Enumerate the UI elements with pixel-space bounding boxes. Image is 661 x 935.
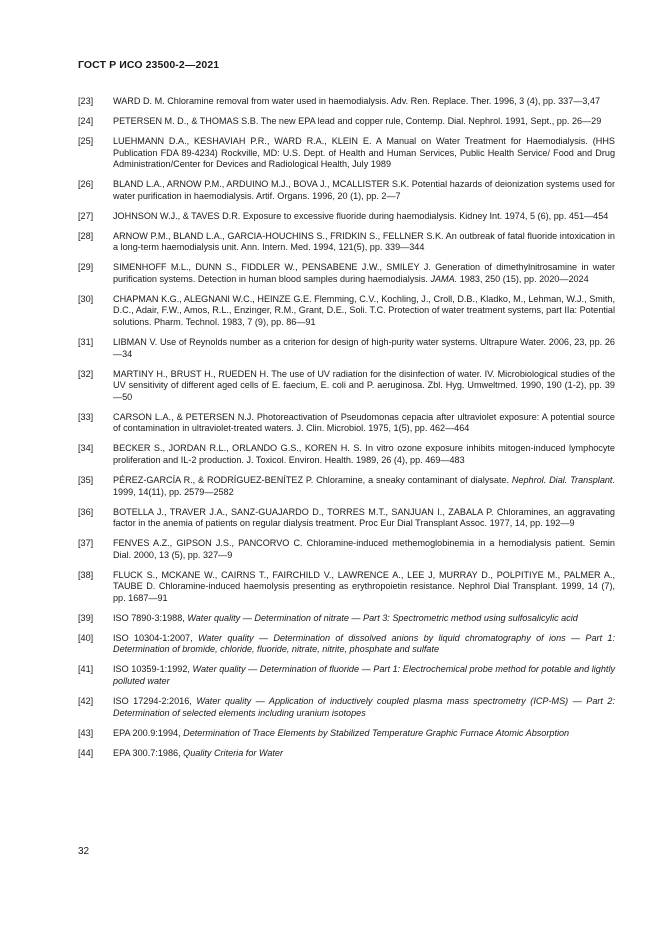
reference-text bbox=[113, 613, 615, 625]
reference-text bbox=[113, 369, 615, 404]
reference-text-segment: EPA 300.7:1986, bbox=[113, 747, 184, 758]
reference-number: [42] bbox=[78, 695, 94, 706]
reference-text bbox=[113, 337, 615, 360]
reference-text-segment: MARTINY H., BRUST H., RUEDEN H. The use of UV radiation for the disinfection of water. IV. Microbiological studies of the UV sensitivity of different aged cells of E. faecium, E. coli and P. aeruginosa. Zbl. Hyg. Umweltmed. 1990, 190 (1-2), pp. 39—50 bbox=[113, 368, 615, 402]
reference-title-italic: Water quality — Determination of dissolved anions by liquid chromatography of ions — Part 1: Determination of bromide, chloride, fluoride, nitrate, nitrite, phosphate and sulfate bbox=[113, 632, 615, 655]
reference-text bbox=[113, 664, 615, 687]
reference-text bbox=[113, 507, 615, 530]
reference-number: [44] bbox=[78, 747, 94, 758]
reference-item bbox=[78, 507, 615, 530]
reference-text bbox=[113, 412, 615, 435]
reference-text-segment: EPA 200.9:1994, bbox=[113, 727, 184, 738]
reference-item bbox=[78, 412, 615, 435]
reference-text-segment: SIMENHOFF M.L., DUNN S., FIDDLER W., PENSABENE J.W., SMILEY J. Generation of dimethylnitrosamine in water purification systems. Detection in human blood samples during haemodialysis. bbox=[113, 262, 615, 284]
reference-number: [32] bbox=[78, 368, 94, 379]
reference-text bbox=[113, 262, 615, 285]
reference-item bbox=[78, 337, 615, 360]
reference-text bbox=[113, 570, 615, 605]
reference-text-segment: ISO 7890-3:1988, bbox=[113, 612, 188, 623]
reference-number: [38] bbox=[78, 569, 94, 580]
reference-item bbox=[78, 613, 615, 625]
reference-text-segment: FLUCK S., MCKANE W., CAIRNS T., FAIRCHILD V., LAWRENCE A., LEE J, MURRAY D., POLPITIYE M., PALMER A., TAUBE D. Chloramine-induced haemolysis presenting as erythropoietin resistance. Nephrol Dial Transplant. 1999, 14 (7), pp. 1687—91 bbox=[113, 569, 615, 603]
reference-item bbox=[78, 116, 615, 128]
reference-item bbox=[78, 728, 615, 740]
reference-text-segment: 1983, 250 (15), pp. 2020—2024 bbox=[457, 273, 589, 284]
reference-text bbox=[113, 748, 615, 760]
reference-item bbox=[78, 570, 615, 605]
reference-number: [25] bbox=[78, 135, 94, 146]
reference-item bbox=[78, 96, 615, 108]
reference-text bbox=[113, 443, 615, 466]
document-header: ГОСТ Р ИСО 23500-2—2021 bbox=[78, 59, 220, 71]
reference-item bbox=[78, 475, 615, 498]
reference-text-segment: CARSON L.A., & PETERSEN N.J. Photoreactivation of Pseudomonas cepacia after ultraviolet exposure: A potential source of contamination in ultraviolet-treated waters. J. Clin. Microbiol. 1975, 1(5), pp. 462—464 bbox=[113, 411, 615, 434]
reference-list bbox=[78, 96, 615, 768]
reference-text-segment: ISO 10359-1:1992, bbox=[113, 664, 193, 675]
reference-item bbox=[78, 664, 615, 687]
reference-text-segment: LIBMAN V. Use of Reynolds number as a criterion for design of high-purity water systems. Ultrapure Water. 2006, 23, pp. 26—34 bbox=[113, 337, 615, 359]
page-number: 32 bbox=[78, 846, 90, 857]
reference-item bbox=[78, 179, 615, 202]
reference-item bbox=[78, 262, 615, 285]
reference-text-segment: CHAPMAN K.G., ALEGNANI W.C., HEINZE G.E. Flemming, C.V., Kochling, J., Croll, D.B., Kladko, M., Lehman, W.J., Smith, D.C., Adair, F.W., Amos, R.L., Enzinger, R.M., Grant, D.E., Soli. T.C. Protection of water treatment systems, part IIa: Potential solutions. Pharm. Technol. 1983, 7 (9), pp. 86—91 bbox=[113, 293, 615, 328]
reference-number: [31] bbox=[78, 337, 94, 348]
reference-text-segment: LUEHMANN D.A., KESHAVIAH P.R., WARD R.A., KLEIN E. A Manual on Water Treatment for Haemodialysis. (HHS Publication FDA 89-4234) Rockville, MD: U.S. Dept. of Health and Human Services, Public Health Service/ Food and Drug Administration/Center for Devices and Radiological Health, July 1989 bbox=[113, 135, 615, 170]
reference-number: [33] bbox=[78, 411, 94, 422]
reference-number: [39] bbox=[78, 612, 94, 623]
reference-text bbox=[113, 211, 615, 223]
reference-text bbox=[113, 96, 615, 108]
reference-item bbox=[78, 633, 615, 656]
reference-number: [37] bbox=[78, 538, 94, 549]
reference-text bbox=[113, 179, 615, 202]
reference-text-segment: FENVES A.Z., GIPSON J.S., PANCORVO C. Chloramine-induced methemoglobinemia in a hemodialysis patient. Semin Dial. 2000, 13 (5), pp. 327—9 bbox=[113, 538, 615, 560]
reference-title-italic: Water quality — Determination of fluoride — Part 1: Electrochemical probe method for potable and lightly polluted water bbox=[113, 664, 616, 686]
reference-text bbox=[113, 475, 615, 498]
reference-title-italic: Water quality — Determination of nitrate — Part 3: Spectrometric method using sulfosalicylic acid bbox=[187, 612, 578, 623]
reference-text-segment: ARNOW P.M., BLAND L.A., GARCIA-HOUCHINS S., FRIDKIN S., FELLNER S.K. An outbreak of fatal fluoride intoxication in a long-term haemodialysis unit. Ann. Intern. Med. 1994, 121(5), pp. 339—344 bbox=[113, 230, 615, 253]
reference-text bbox=[113, 116, 615, 128]
reference-text-segment: 1999, 14(11), pp. 2579—2582 bbox=[113, 486, 234, 497]
reference-text-segment: PÉREZ-GARCÍA R., & RODRÍGUEZ-BENÍTEZ P. Chloramine, a sneaky contaminant of dialysate. bbox=[113, 474, 512, 485]
reference-title-italic: Nephrol. Dial. Transplant. bbox=[511, 474, 615, 485]
reference-text bbox=[113, 633, 615, 656]
reference-title-italic: JAMA. bbox=[430, 273, 458, 284]
reference-number: [34] bbox=[78, 443, 94, 454]
reference-text-segment: ISO 10304-1:2007, bbox=[113, 632, 198, 643]
reference-text bbox=[113, 231, 615, 254]
reference-item bbox=[78, 294, 615, 329]
reference-text-segment: JOHNSON W.J., & TAVES D.R. Exposure to excessive fluoride during haemodialysis. Kidney Int. 1974, 5 (6), pp. 451—454 bbox=[113, 210, 609, 221]
reference-text-segment: BLAND L.A., ARNOW P.M., ARDUINO M.J., BOVA J., MCALLISTER S.K. Potential hazards of deionization systems used for water purification in haemodialysis. Artif. Organs. 1996, 20 (1), pp. 2—7 bbox=[113, 179, 615, 201]
reference-number: [41] bbox=[78, 664, 94, 675]
reference-number: [26] bbox=[78, 179, 94, 190]
reference-text bbox=[113, 136, 615, 171]
reference-item bbox=[78, 136, 615, 171]
reference-item bbox=[78, 443, 615, 466]
reference-text bbox=[113, 538, 615, 561]
reference-item bbox=[78, 538, 615, 561]
reference-title-italic: Water quality — Application of inductively coupled plasma mass spectrometry (ICP-MS) — Part 2: Determination of selected elements including uranium isotopes bbox=[113, 695, 616, 718]
reference-text bbox=[113, 294, 615, 329]
reference-number: [43] bbox=[78, 727, 94, 738]
reference-text bbox=[113, 696, 615, 719]
reference-number: [28] bbox=[78, 230, 94, 241]
reference-title-italic: Quality Criteria for Water bbox=[183, 747, 284, 758]
reference-number: [30] bbox=[78, 293, 94, 304]
reference-item bbox=[78, 369, 615, 404]
reference-item bbox=[78, 748, 615, 760]
reference-number: [35] bbox=[78, 474, 94, 485]
reference-number: [27] bbox=[78, 210, 94, 221]
reference-number: [29] bbox=[78, 262, 94, 273]
reference-text-segment: ISO 17294-2:2016, bbox=[113, 695, 197, 706]
reference-item bbox=[78, 231, 615, 254]
reference-text-segment: WARD D. M. Chloramine removal from water used in haemodialysis. Adv. Ren. Replace. Ther. 1996, 3 (4), pp. 337—3,47 bbox=[113, 96, 601, 106]
reference-text-segment: BOTELLA J., TRAVER J.A., SANZ-GUAJARDO D., TORRES M.T., SANJUAN I., ZABALA P. Chloramines, an aggravating factor in the anemia of patients on regular dialysis treatment. Proc Eur Dial Transplant Assoc. 1977, 14, pp. 192—9 bbox=[113, 506, 615, 529]
reference-title-italic: Determination of Trace Elements by Stabilized Temperature Graphic Furnace Atomic Absorption bbox=[183, 727, 570, 738]
reference-text-segment: PETERSEN M. D., & THOMAS S.B. The new EPA lead and copper rule, Contemp. Dial. Nephrol. 1991, Sept., pp. 26—29 bbox=[113, 115, 602, 126]
reference-number: [40] bbox=[78, 632, 94, 643]
reference-item bbox=[78, 696, 615, 719]
reference-text-segment: BECKER S., JORDAN R.L., ORLANDO G.S., KOREN H. S. In vitro ozone exposure inhibits mitogen-induced lymphocyte proliferation and IL-2 production. J. Toxicol. Environ. Health. 1989, 26 (4), pp. 469—483 bbox=[113, 443, 615, 465]
reference-text bbox=[113, 728, 615, 740]
reference-item bbox=[78, 211, 615, 223]
reference-number: [36] bbox=[78, 506, 94, 517]
reference-number: [23] bbox=[78, 96, 94, 106]
reference-number: [24] bbox=[78, 115, 94, 126]
